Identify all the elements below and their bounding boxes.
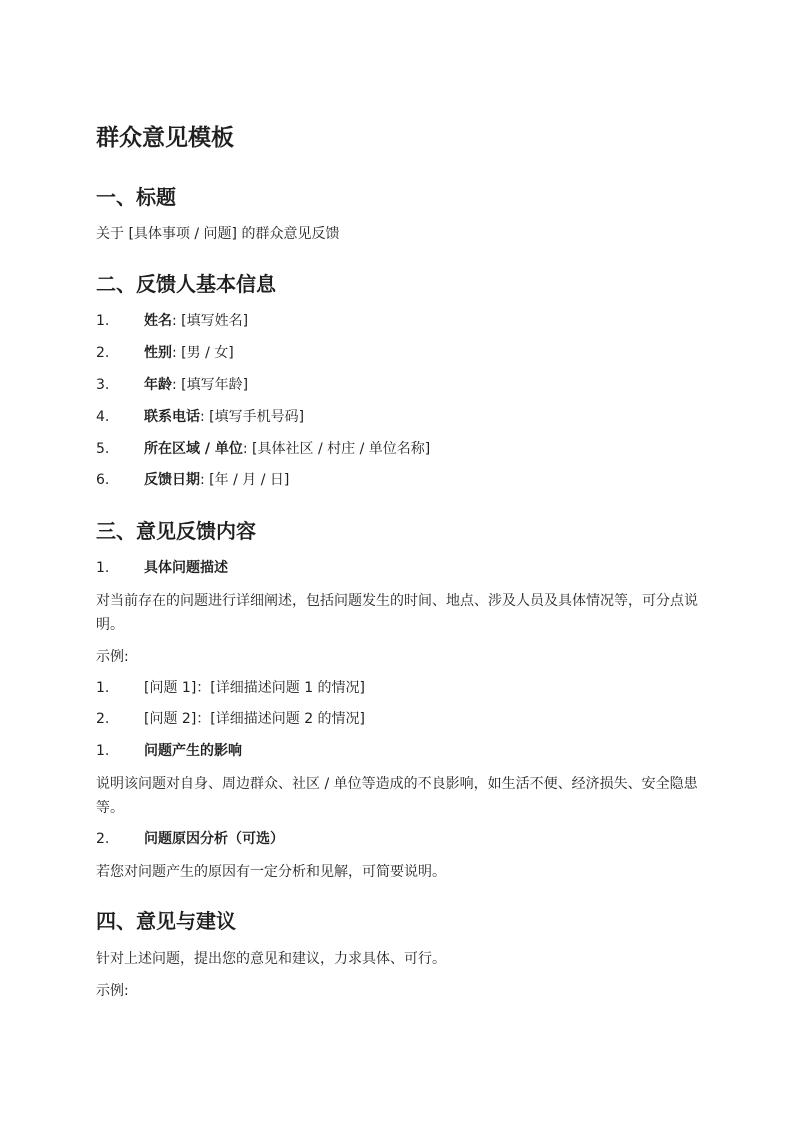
list-number: 5. (96, 441, 110, 457)
example-text: [问题 2]：[详细描述问题 2 的情况] (144, 711, 366, 727)
list-number: 1. (96, 560, 110, 576)
cause-analysis-text: 若您对问题产生的原因有一定分析和见解，可简要说明。 (96, 864, 446, 880)
list-number: 1. (96, 313, 110, 329)
list-number: 1. (96, 743, 110, 759)
subheading-problem-impact (96, 740, 242, 762)
info-item-date (96, 469, 289, 491)
document-title: 群众意见模板 (96, 125, 234, 151)
info-value: : [年 / 月 / 日] (200, 472, 290, 488)
list-number: 4. (96, 409, 110, 425)
info-label: 所在区域 / 单位 (144, 441, 243, 457)
problem-impact-text: 说明该问题对自身、周边群众、社区 / 单位等造成的不良影响，如生活不便、经济损失、安全隐患等。 (96, 776, 698, 816)
section-1-text: 关于 [具体事项 / 问题] 的群众意见反馈 (96, 226, 340, 242)
subheading-problem-description (96, 557, 228, 579)
example-item-1 (96, 677, 365, 699)
section-1-heading: 一、标题 (96, 185, 176, 209)
list-number: 3. (96, 377, 110, 393)
info-label: 性别 (144, 345, 172, 361)
list-number: 1. (96, 680, 110, 696)
info-value: : [填写年龄] (172, 377, 249, 393)
list-number: 2. (96, 711, 110, 727)
list-number: 6. (96, 472, 110, 488)
info-value: : [具体社区 / 村庄 / 单位名称] (242, 441, 431, 457)
section-3-heading: 三、意见反馈内容 (96, 519, 256, 543)
section-4-example-label: 示例: (96, 983, 129, 999)
subheading-label: 具体问题描述 (144, 560, 228, 576)
info-item-name (96, 310, 248, 332)
problem-description-text: 对当前存在的问题进行详细阐述，包括问题发生的时间、地点、涉及人员及具体情况等，可分点说明。 (96, 593, 698, 633)
list-number: 2. (96, 831, 110, 847)
info-label: 联系电话 (144, 409, 200, 425)
info-label: 姓名 (144, 313, 172, 329)
info-value: : [男 / 女] (172, 345, 234, 361)
section-4-text: 针对上述问题，提出您的意见和建议，力求具体、可行。 (96, 951, 446, 967)
info-item-age (96, 374, 248, 396)
list-number: 2. (96, 345, 110, 361)
example-item-2 (96, 708, 365, 730)
section-2-heading: 二、反馈人基本信息 (96, 272, 276, 296)
example-label: 示例: (96, 649, 129, 665)
info-label: 年龄 (144, 377, 172, 393)
example-text: [问题 1]：[详细描述问题 1 的情况] (144, 680, 366, 696)
info-value: : [填写姓名] (172, 313, 249, 329)
info-value: : [填写手机号码] (200, 409, 305, 425)
subheading-label: 问题原因分析（可选） (144, 831, 284, 847)
subheading-cause-analysis (96, 828, 284, 850)
info-item-phone (96, 406, 304, 428)
section-4-heading: 四、意见与建议 (96, 909, 236, 933)
info-label: 反馈日期 (144, 472, 200, 488)
info-item-gender (96, 342, 234, 364)
subheading-label: 问题产生的影响 (144, 743, 242, 759)
info-item-region (96, 438, 430, 460)
